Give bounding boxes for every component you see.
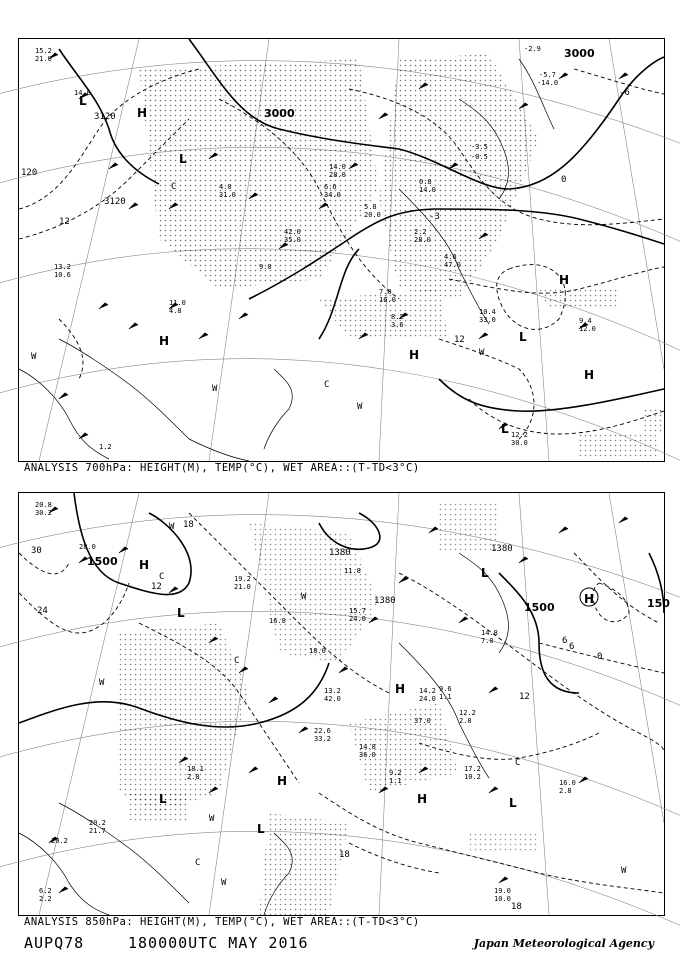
- station-value: 20.0: [364, 211, 381, 219]
- station-value: 22.6: [314, 727, 331, 735]
- temp-label: -6: [619, 88, 630, 98]
- warm-marker: W: [31, 352, 37, 362]
- warm-marker: W: [301, 592, 307, 602]
- station-value: 14.8: [481, 629, 498, 637]
- station-value: 6.2: [39, 887, 52, 895]
- height-label: 150: [647, 597, 670, 610]
- station-value: 24.0: [419, 695, 436, 703]
- cold-marker: C: [159, 572, 165, 582]
- station-value: 21.7: [89, 827, 106, 835]
- height-label: 1500: [87, 555, 118, 568]
- warm-marker: W: [621, 866, 627, 876]
- height-label: 3000: [564, 47, 595, 60]
- station-value: 2.2: [414, 228, 427, 236]
- station-value: 13.2: [54, 263, 71, 271]
- temp-label: 30: [31, 546, 42, 556]
- analysis-700hpa-map: [18, 38, 665, 462]
- cold-marker: C: [171, 182, 177, 192]
- low-pressure-marker: L: [481, 566, 489, 580]
- station-value: 14.8: [359, 743, 376, 751]
- cold-marker: C: [324, 380, 330, 390]
- height-label: 1380: [374, 596, 396, 606]
- panel-850-caption: ANALYSIS 850hPa: HEIGHT(M), TEMP(°C), WET AREA::(T-TD<3°C): [24, 916, 420, 928]
- station-value: 2.2: [39, 895, 52, 903]
- high-pressure-marker: H: [417, 792, 428, 806]
- station-value: -14.0: [537, 79, 559, 87]
- high-pressure-marker: H: [139, 558, 150, 572]
- station-value: 14.0: [329, 163, 346, 171]
- station-value: 4.6: [444, 253, 457, 261]
- station-value: 9.6: [439, 685, 452, 693]
- temp-label: 12: [454, 335, 465, 345]
- station-value: 2.0: [187, 773, 200, 781]
- station-value: 8.2: [391, 313, 404, 321]
- high-pressure-marker: H: [159, 334, 170, 348]
- station-value: 10.4: [479, 308, 496, 316]
- height-label: 120: [21, 168, 38, 178]
- analysis-850hpa-map: [18, 492, 670, 916]
- high-pressure-marker: H: [137, 106, 148, 120]
- station-value: 19.2: [234, 575, 251, 583]
- temp-label: 0: [597, 652, 603, 662]
- low-pressure-marker: L: [179, 152, 187, 166]
- high-pressure-marker: H: [277, 774, 288, 788]
- station-value: 17.2: [464, 765, 481, 773]
- station-value: 28.0: [79, 543, 96, 551]
- station-value: 0.8: [419, 178, 432, 186]
- station-value: 10.0: [494, 895, 511, 903]
- station-value: 18.1: [187, 765, 204, 773]
- station-value: 35.0: [284, 236, 301, 244]
- station-value: 6.6: [324, 183, 337, 191]
- station-value: 30.2: [35, 509, 52, 517]
- station-value: 15.2: [35, 47, 52, 55]
- cold-marker: C: [234, 656, 240, 666]
- station-value: -0.5: [471, 153, 488, 161]
- temp-label: 24: [37, 606, 48, 616]
- station-value: 21.0: [35, 55, 52, 63]
- station-value: 1.1: [439, 693, 452, 701]
- station-value: 47.0: [444, 261, 461, 269]
- temp-label: 0: [561, 175, 567, 185]
- warm-marker: W: [357, 402, 363, 412]
- height-label: 1380: [491, 544, 513, 554]
- station-value: 12.2: [459, 709, 476, 717]
- station-value: 33.2: [314, 735, 331, 743]
- station-value: 13.2: [324, 687, 341, 695]
- warm-marker: W: [169, 522, 175, 532]
- station-value: 12.0: [579, 325, 596, 333]
- station-value: 30.0: [511, 439, 528, 447]
- station-value: 10.6: [54, 271, 71, 279]
- station-value: 42.0: [284, 228, 301, 236]
- warm-marker: W: [212, 384, 218, 394]
- station-value: 7.0: [379, 288, 392, 296]
- cold-marker: C: [515, 758, 521, 768]
- station-value: 14.0: [419, 186, 436, 194]
- station-value: 21.0: [234, 583, 251, 591]
- station-value: 20.2: [51, 837, 68, 845]
- high-pressure-marker: H: [584, 368, 595, 382]
- station-value: 1.1: [389, 777, 402, 785]
- high-pressure-marker: H: [409, 348, 420, 362]
- station-value: 1.2: [99, 443, 112, 451]
- station-value: 9.0: [259, 263, 272, 271]
- low-pressure-marker: L: [79, 94, 87, 108]
- height-label: 1500: [524, 601, 555, 614]
- station-value: 11.0: [169, 299, 186, 307]
- warm-marker: W: [209, 814, 215, 824]
- station-value: 28.0: [414, 236, 431, 244]
- station-value: 28.0: [329, 171, 346, 179]
- temp-label: 18: [183, 520, 194, 530]
- station-value: 5.8: [364, 203, 377, 211]
- high-pressure-marker: H: [584, 592, 595, 606]
- station-value: -2.9: [524, 45, 541, 53]
- station-value: 18.0: [309, 647, 326, 655]
- temp-label: 12: [151, 582, 162, 592]
- low-pressure-marker: L: [177, 606, 185, 620]
- map-700-canvas: [19, 39, 664, 461]
- station-value: 16.0: [559, 779, 576, 787]
- height-label: 3120: [94, 112, 116, 122]
- station-value: 2.8: [559, 787, 572, 795]
- station-value: 3.6: [391, 321, 404, 329]
- station-value: 9.4: [579, 317, 592, 325]
- height-label: 1380: [329, 548, 351, 558]
- temp-label: 12: [59, 217, 70, 227]
- height-label: 3120: [104, 197, 126, 207]
- station-value: 14.0: [74, 89, 91, 97]
- station-value: 4.8: [169, 307, 182, 315]
- temp-label: 6: [562, 636, 568, 646]
- station-value: 11.8: [344, 567, 361, 575]
- station-value: 34.0: [324, 191, 341, 199]
- station-value: 37.0: [414, 717, 431, 725]
- height-label: 3000: [264, 107, 295, 120]
- station-value: 4.0: [219, 183, 232, 191]
- station-value: 19.0: [494, 887, 511, 895]
- station-value: 12.2: [511, 431, 528, 439]
- station-value: 20.2: [89, 819, 106, 827]
- station-value: -5.7: [539, 71, 556, 79]
- panel-700-caption: ANALYSIS 700hPa: HEIGHT(M), TEMP(°C), WET AREA::(T-TD<3°C): [24, 462, 420, 474]
- station-value: 33.0: [479, 316, 496, 324]
- temp-label: 18: [511, 902, 522, 912]
- warm-marker: W: [99, 678, 105, 688]
- valid-time: 180000UTC MAY 2016: [128, 934, 309, 952]
- station-value: 2.8: [459, 717, 472, 725]
- station-value: 31.0: [219, 191, 236, 199]
- map-850-canvas: [19, 493, 670, 915]
- station-value: 16.0: [379, 296, 396, 304]
- temp-label: 18: [339, 850, 350, 860]
- high-pressure-marker: H: [395, 682, 406, 696]
- temp-label: -3: [429, 212, 440, 222]
- agency-credit: Japan Meteorological Agency: [473, 937, 654, 950]
- temp-label: 12: [519, 692, 530, 702]
- station-value: 16.8: [269, 617, 286, 625]
- station-value: 20.8: [35, 501, 52, 509]
- station-value: 10.2: [464, 773, 481, 781]
- station-value: -3.5: [471, 143, 488, 151]
- low-pressure-marker: L: [509, 796, 517, 810]
- station-value: 15.7: [349, 607, 366, 615]
- station-value: 36.0: [359, 751, 376, 759]
- low-pressure-marker: L: [501, 422, 509, 436]
- high-pressure-marker: H: [559, 273, 570, 287]
- low-pressure-marker: L: [257, 822, 265, 836]
- temp-label: 6: [569, 642, 575, 652]
- station-value: 7.0: [481, 637, 494, 645]
- warm-marker: W: [479, 348, 485, 358]
- station-value: 42.0: [324, 695, 341, 703]
- station-value: 9.2: [389, 769, 402, 777]
- cold-marker: C: [195, 858, 201, 868]
- warm-marker: W: [221, 878, 227, 888]
- station-value: 14.2: [419, 687, 436, 695]
- station-value: 24.0: [349, 615, 366, 623]
- low-pressure-marker: L: [159, 792, 167, 806]
- product-code: AUPQ78: [24, 934, 85, 952]
- low-pressure-marker: L: [519, 330, 527, 344]
